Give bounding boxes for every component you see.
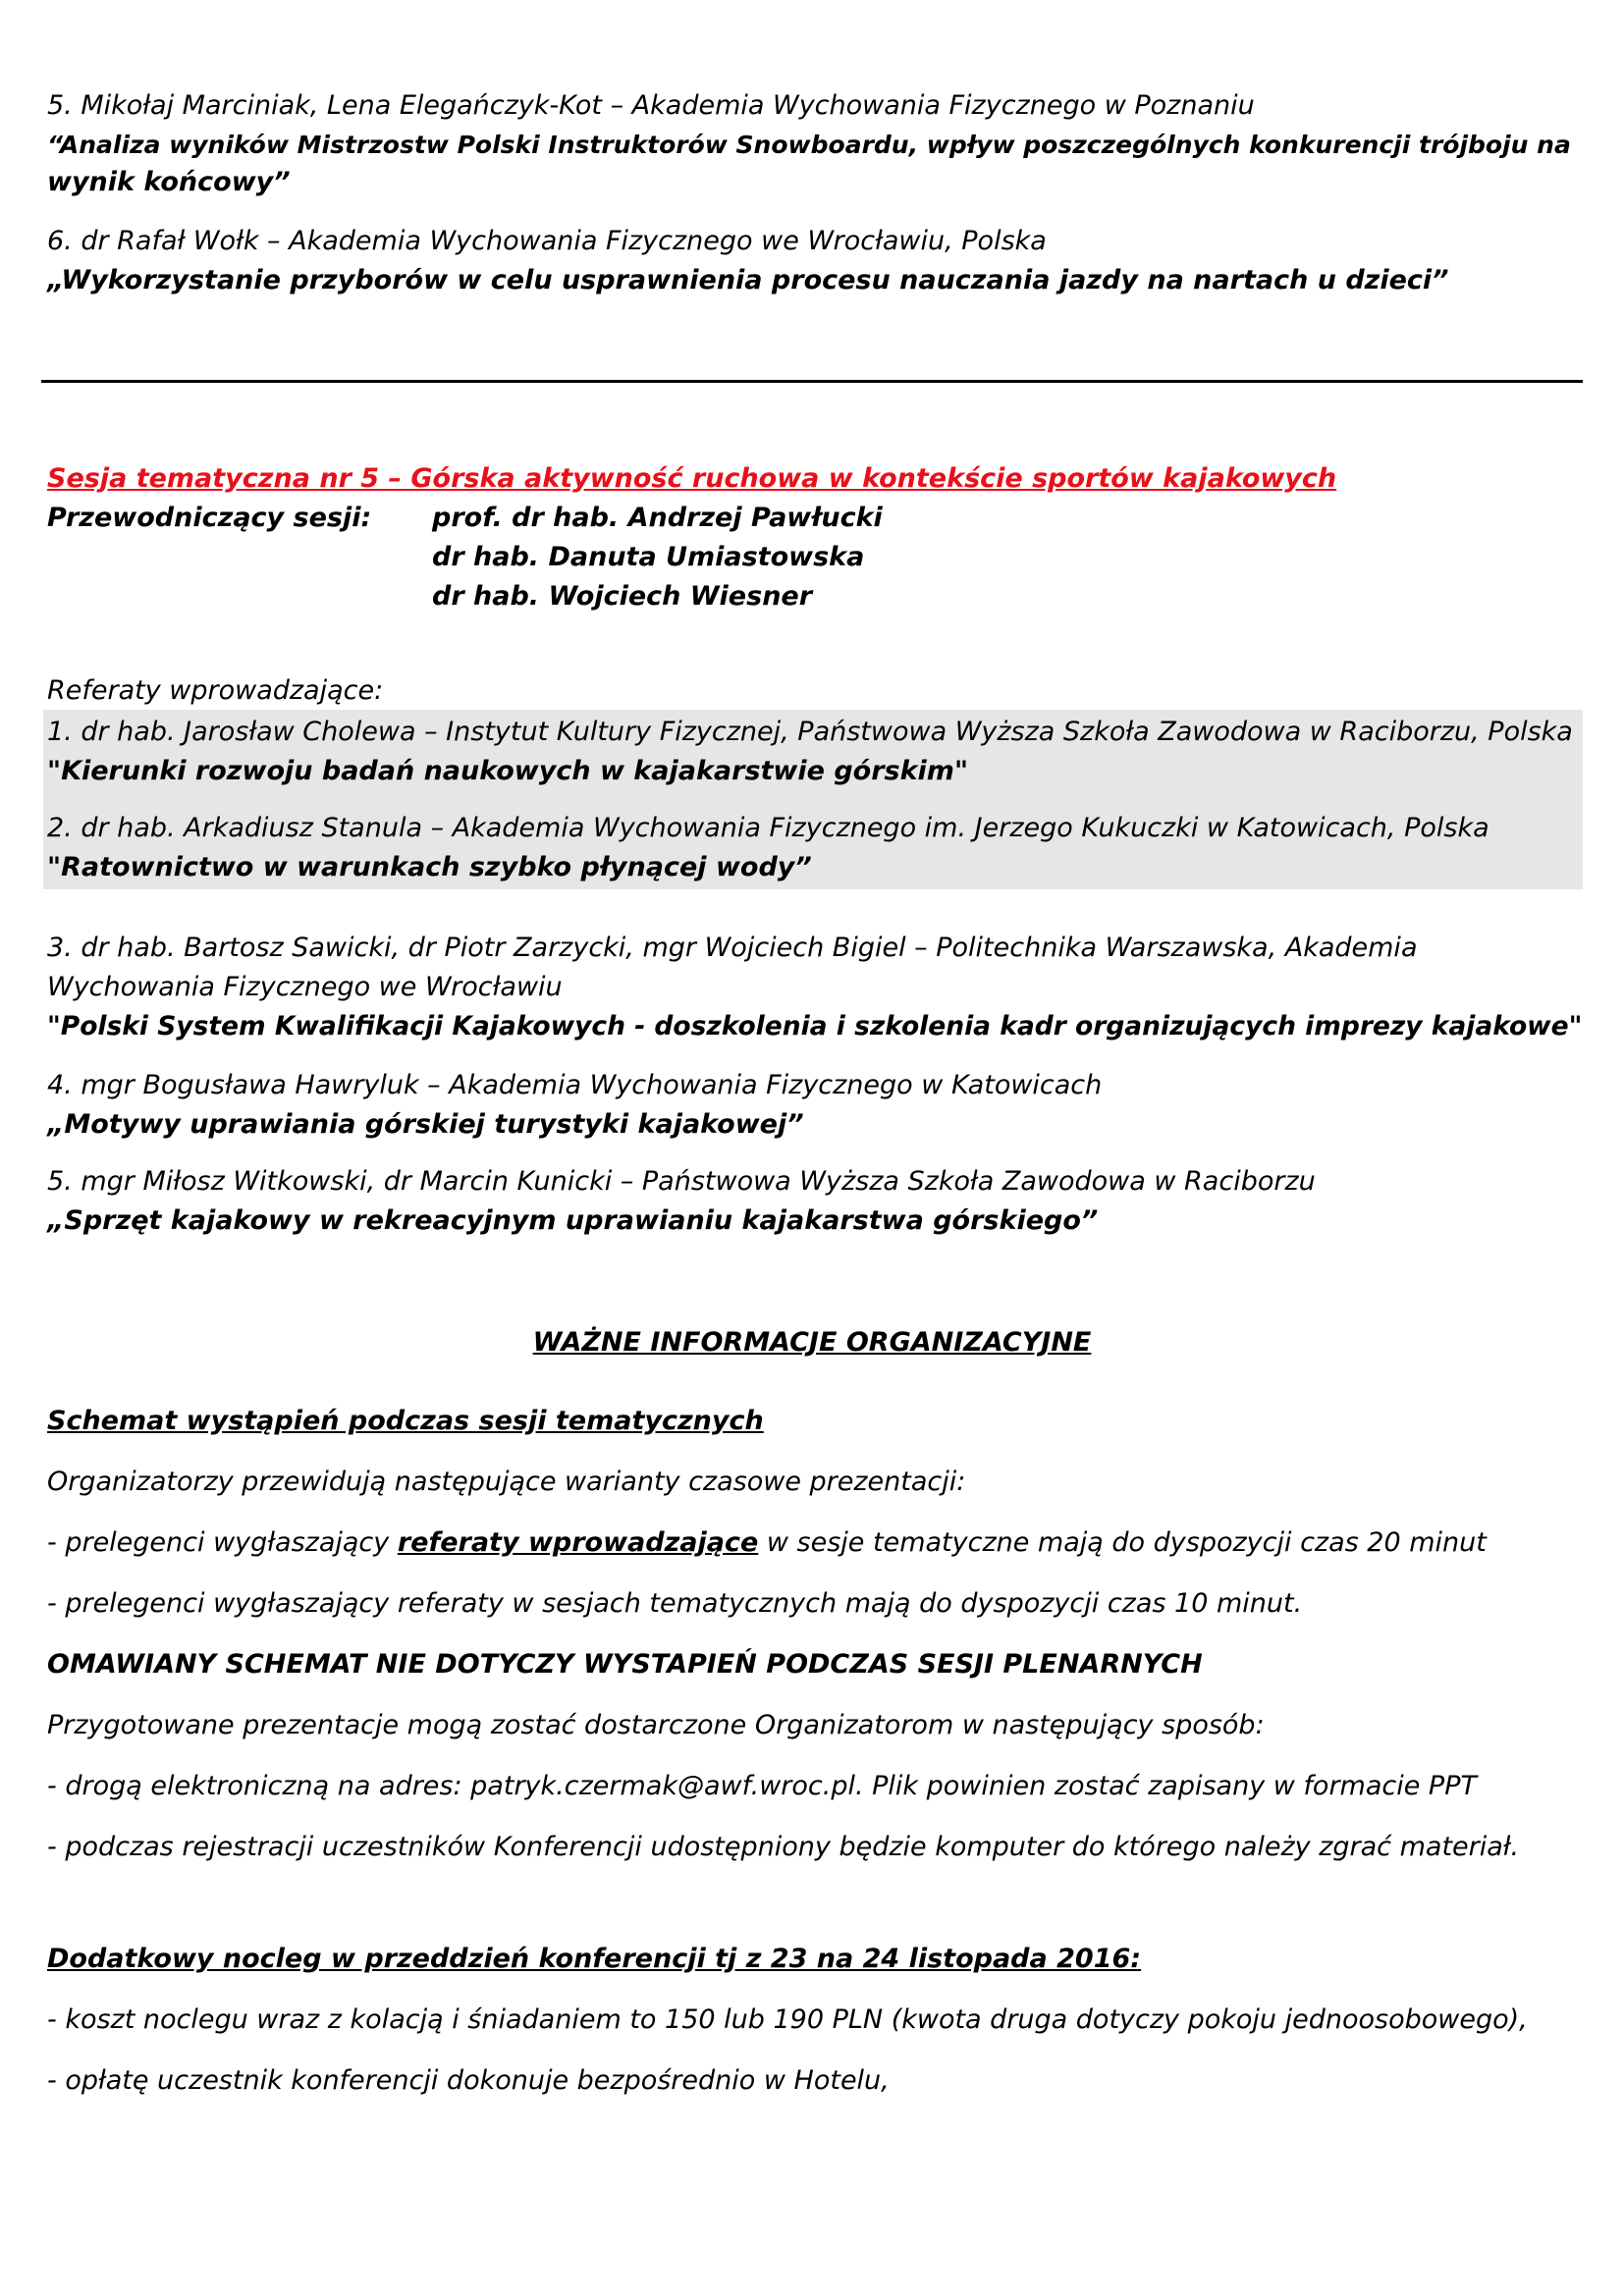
- item6-authors: 6. dr Rafał Wołk – Akademia Wychowania Fizycznego we Wrocławiu, Polska: [47, 226, 1047, 256]
- s5-item2-title: "Ratownictwo w warunkach szybko płynącej wody”: [47, 852, 812, 882]
- lodging-line1: - koszt noclegu wraz z kolacją i śniadaniem to 150 lub 190 PLN (kwota druga dotyczy pokoju jednoosobowego),: [47, 2004, 1528, 2035]
- s5-item3-title: "Polski System Kwalifikacji Kajakowych - doszkolenia i szkolenia kadr organizujących imprezy kajakowe": [47, 1011, 1583, 1041]
- info-line1: Organizatorzy przewidują następujące warianty czasowe prezentacji:: [47, 1467, 966, 1497]
- s5-item3-authors-line1: 3. dr hab. Bartosz Sawicki, dr Piotr Zarzycki, mgr Wojciech Bigiel – Politechnika Warszawska, Akademia: [47, 933, 1418, 963]
- session5-heading: Sesja tematyczna nr 5 – Górska aktywność ruchowa w kontekście sportów kajakowych: [47, 463, 1337, 494]
- info-line2: [47, 1523, 1487, 1563]
- s5-item4-authors: 4. mgr Bogusława Hawryluk – Akademia Wychowania Fizycznego w Katowicach: [47, 1070, 1103, 1100]
- info-line6: - drogą elektroniczną na adres: patryk.czermak@awf.wroc.pl. Plik powinien zostać zapisany w formacie PPT: [47, 1771, 1477, 1801]
- info-line2-pre: - prelegenci wygłaszający: [47, 1527, 398, 1558]
- info-line3: - prelegenci wygłaszający referaty w sesjach tematycznych mają do dyspozycji czas 10 minut.: [47, 1588, 1303, 1619]
- s5-item4-title: „Motywy uprawiania górskiej turystyki kajakowej”: [47, 1109, 804, 1140]
- s5-item1-authors: 1. dr hab. Jarosław Cholewa – Instytut Kultury Fizycznej, Państwowa Wyższa Szkoła Zawodowa w Raciborzu, Polska: [47, 717, 1573, 747]
- item6-title: „Wykorzystanie przyborów w celu usprawnienia procesu nauczania jazdy na nartach u dzieci”: [47, 265, 1449, 295]
- s5-item5-title: „Sprzęt kajakowy w rekreacyjnym uprawianiu kajakarstwa górskiego”: [47, 1205, 1099, 1236]
- chair-3: dr hab. Wojciech Wiesner: [432, 581, 813, 612]
- lodging-heading: Dodatkowy nocleg w przeddzień konferencji tj z 23 na 24 listopada 2016:: [47, 1944, 1142, 1974]
- chairs-label: Przewodniczący sesji:: [47, 503, 372, 533]
- item5-authors: 5. Mikołaj Marciniak, Lena Elegańczyk-Kot – Akademia Wychowania Fizycznego w Poznaniu: [47, 90, 1255, 121]
- info-line2-emphasis: referaty wprowadzające: [397, 1527, 759, 1558]
- info-line7: - podczas rejestracji uczestników Konferencji udostępniony będzie komputer do którego należy zgrać materiał.: [47, 1832, 1520, 1862]
- info-line4: OMAWIANY SCHEMAT NIE DOTYCZY WYSTAPIEŃ PODCZAS SESJI PLENARNYCH: [47, 1649, 1203, 1680]
- s5-item1-title: "Kierunki rozwoju badań naukowych w kajakarstwie górskim": [47, 756, 969, 786]
- s5-item3-authors-line2: Wychowania Fizycznego we Wrocławiu: [47, 972, 563, 1002]
- s5-item5-authors: 5. mgr Miłosz Witkowski, dr Marcin Kunicki – Państwowa Wyższa Szkoła Zawodowa w Raciborzu: [47, 1166, 1316, 1197]
- item5-title-line2: wynik końcowy”: [47, 167, 291, 197]
- info-line5: Przygotowane prezentacje mogą zostać dostarczone Organizatorom w następujący sposób:: [47, 1710, 1265, 1740]
- info-heading: WAŻNE INFORMACJE ORGANIZACYJNE: [532, 1327, 1092, 1358]
- schema-heading: Schemat wystąpień podczas sesji tematycznych: [47, 1406, 764, 1436]
- s5-item2-authors: 2. dr hab. Arkadiusz Stanula – Akademia Wychowania Fizycznego im. Jerzego Kukuczki w Katowicach, Polska: [47, 813, 1489, 843]
- intro-label: Referaty wprowadzające:: [47, 675, 384, 706]
- info-line2-post: w sesje tematyczne mają do dyspozycji czas 20 minut: [758, 1527, 1487, 1558]
- horizontal-divider: [41, 380, 1583, 383]
- chair-2: dr hab. Danuta Umiastowska: [432, 542, 865, 572]
- item5-title-line1: “Analiza wyników Mistrzostw Polski Instruktorów Snowboardu, wpływ poszczególnych konkurencji trójboju na: [47, 131, 1571, 159]
- chair-1: prof. dr hab. Andrzej Pawłucki: [432, 503, 883, 533]
- lodging-line2: - opłatę uczestnik konferencji dokonuje bezpośrednio w Hotelu,: [47, 2065, 890, 2096]
